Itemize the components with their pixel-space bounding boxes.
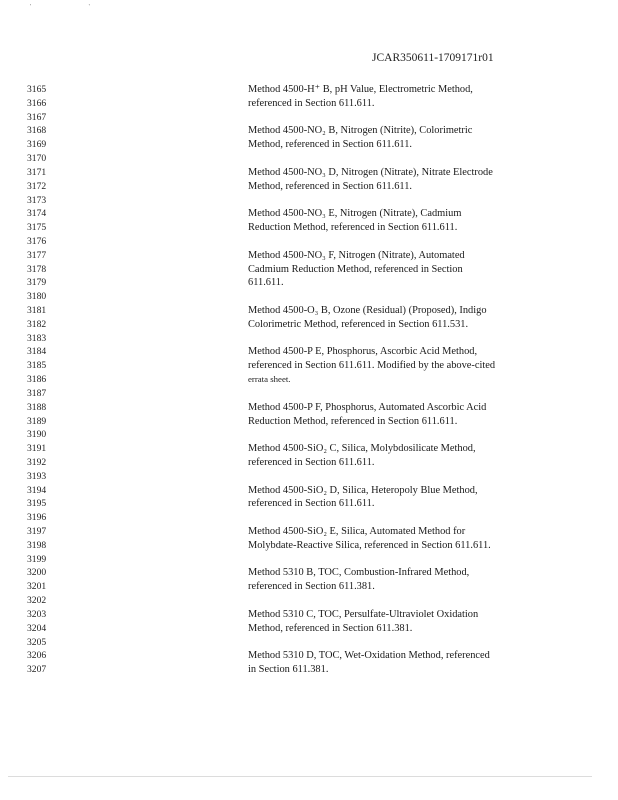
method-reference-list xyxy=(248,83,548,691)
line-number: 3206 xyxy=(27,650,47,662)
line-number: 3191 xyxy=(27,443,47,455)
method-entry-line: Method, referenced in Section 611.381. xyxy=(248,622,413,634)
method-entry-line: Method 5310 B, TOC, Combustion-Infrared Method, xyxy=(248,567,470,579)
method-entry-line: Method, referenced in Section 611.611. xyxy=(248,180,412,192)
method-entry xyxy=(248,304,548,332)
method-entry xyxy=(248,249,548,290)
line-number: 3202 xyxy=(27,595,47,607)
method-entry-line: Cadmium Reduction Method, referenced in Section xyxy=(248,263,463,275)
method-entry-line: Method 4500-P F, Phosphorus, Automated Ascorbic Acid xyxy=(248,401,487,413)
line-number: 3200 xyxy=(27,567,47,579)
line-number: 3187 xyxy=(27,387,47,399)
line-number: 3196 xyxy=(27,512,47,524)
line-number: 3169 xyxy=(27,139,47,151)
line-number: 3171 xyxy=(27,166,47,178)
method-entry-line: Method, referenced in Section 611.611. xyxy=(248,139,412,151)
method-entry-line: Reduction Method, referenced in Section 611.611. xyxy=(248,222,458,234)
method-entry-line: referenced in Section 611.611. xyxy=(248,97,375,109)
method-entry-line: Method 4500-H⁺ B, pH Value, Electrometric Method, xyxy=(248,84,473,95)
method-entry xyxy=(248,207,548,235)
method-entry-line: referenced in Section 611.611. xyxy=(248,456,375,468)
line-number: 3193 xyxy=(27,470,47,482)
method-entry-line: Method 4500-SiO₂ C, Silica, Molybdosilicate Method, xyxy=(248,443,476,455)
method-entry xyxy=(248,566,548,594)
line-number: 3189 xyxy=(27,415,47,427)
line-number: 3170 xyxy=(27,153,47,165)
method-entry xyxy=(248,649,548,677)
line-number: 3167 xyxy=(27,111,47,123)
line-number: 3197 xyxy=(27,526,47,537)
method-entry-line: referenced in Section 611.611. Modified by the above-cited xyxy=(248,360,496,372)
method-entry xyxy=(248,166,548,194)
line-number: 3174 xyxy=(27,208,47,220)
line-number: 3192 xyxy=(27,456,47,468)
method-entry-line: errata sheet. xyxy=(248,374,291,385)
line-number: 3180 xyxy=(27,291,47,303)
method-entry-line: Method 4500-SiO₂ D, Silica, Heteropoly Blue Method, xyxy=(248,484,478,496)
line-number: 3190 xyxy=(27,429,47,441)
method-entry-line: Colorimetric Method, referenced in Section 611.531. xyxy=(248,318,469,330)
method-entry-line: Method 5310 C, TOC, Persulfate-Ultraviolet Oxidation xyxy=(248,608,479,620)
line-number: 3183 xyxy=(27,332,47,344)
method-entry-line: Method 4500-SiO₂ E, Silica, Automated Method for xyxy=(248,526,466,537)
method-entry xyxy=(248,83,548,111)
scan-artifact-marks: ' ' xyxy=(30,4,118,10)
line-number-column xyxy=(27,83,67,677)
line-number: 3205 xyxy=(27,636,47,648)
line-number: 3179 xyxy=(27,277,47,289)
line-number: 3175 xyxy=(27,222,47,234)
line-number: 3188 xyxy=(27,401,47,413)
method-entry xyxy=(248,608,548,636)
page-bottom-rule xyxy=(8,776,592,777)
method-entry-line: Reduction Method, referenced in Section 611.611. xyxy=(248,415,458,427)
line-number: 3173 xyxy=(27,194,47,206)
line-number: 3177 xyxy=(27,249,47,261)
method-entry-line: referenced in Section 611.611. xyxy=(248,498,375,510)
line-number: 3198 xyxy=(27,539,47,551)
method-entry-line: Method 4500-P E, Phosphorus, Ascorbic Acid Method, xyxy=(248,346,478,358)
line-number: 3203 xyxy=(27,608,47,620)
document-id: JCAR350611-1709171r01 xyxy=(372,52,494,64)
line-number: 3194 xyxy=(27,484,47,496)
line-number: 3185 xyxy=(27,360,47,372)
method-entry xyxy=(248,442,548,470)
method-entry-line: Molybdate-Reactive Silica, referenced in Section 611.611. xyxy=(248,539,491,551)
line-number: 3195 xyxy=(27,498,47,510)
method-entry-line: in Section 611.381. xyxy=(248,664,329,676)
method-entry xyxy=(248,484,548,512)
method-entry-line: referenced in Section 611.381. xyxy=(248,581,375,593)
method-entry xyxy=(248,345,548,386)
method-entry-line: Method 4500-NO₃ D, Nitrogen (Nitrate), Nitrate Electrode xyxy=(248,166,493,178)
line-number: 3184 xyxy=(27,346,47,358)
line-number: 3168 xyxy=(27,125,47,137)
method-entry xyxy=(248,401,548,429)
line-number: 3207 xyxy=(27,664,47,676)
line-number: 3186 xyxy=(27,374,47,386)
line-number: 3201 xyxy=(27,581,47,593)
line-number: 3178 xyxy=(27,263,47,275)
line-number: 3176 xyxy=(27,235,47,247)
method-entry-line: Method 4500-NO₂ B, Nitrogen (Nitrite), Colorimetric xyxy=(248,125,473,137)
line-number: 3181 xyxy=(27,305,47,316)
method-entry-line: Method 4500-NO₃ E, Nitrogen (Nitrate), Cadmium xyxy=(248,208,462,220)
method-entry-line: Method 5310 D, TOC, Wet-Oxidation Method, referenced xyxy=(248,650,490,662)
line-number: 3166 xyxy=(27,97,47,109)
method-entry xyxy=(248,124,548,152)
method-entry xyxy=(248,525,548,553)
line-number: 3182 xyxy=(27,318,47,330)
line-number: 3199 xyxy=(27,553,47,565)
method-entry-line: Method 4500-NO₃ F, Nitrogen (Nitrate), Automated xyxy=(248,249,465,261)
line-number: 3172 xyxy=(27,180,47,192)
line-number: 3204 xyxy=(27,622,47,634)
method-entry-line: Method 4500-O₃ B, Ozone (Residual) (Proposed), Indigo xyxy=(248,305,487,316)
line-number: 3165 xyxy=(27,84,47,95)
method-entry-line: 611.611. xyxy=(248,277,284,289)
